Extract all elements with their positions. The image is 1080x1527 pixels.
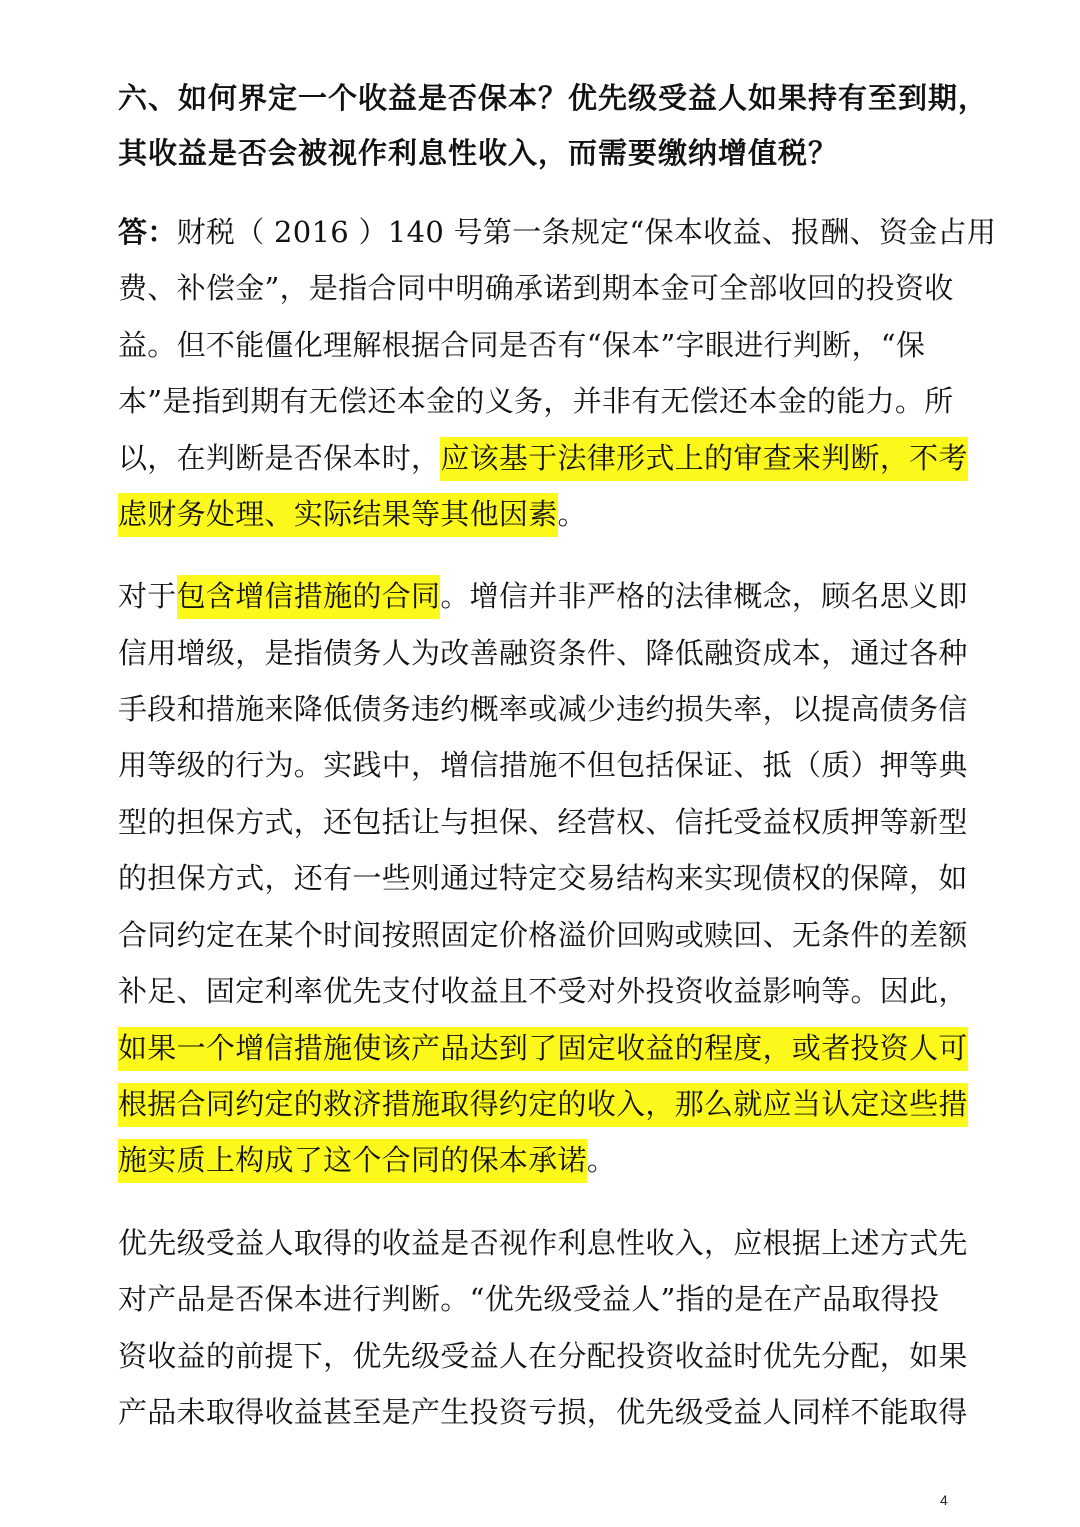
paragraph-2-line-11 xyxy=(118,1140,978,1180)
highlighted-text: 应该基于法律形式上的审查来判断，不考 xyxy=(440,437,967,481)
paragraph-2-line-6: 的担保方式，还有一些则通过特定交易结构来实现债权的保障，如 xyxy=(118,861,968,895)
paragraph-text: 。 xyxy=(586,1143,617,1177)
highlighted-text: 虑财务处理、实际结果等其他因素 xyxy=(118,493,558,537)
highlighted-text: 施实质上构成了这个合同的保本承诺 xyxy=(118,1139,587,1183)
paragraph-2-line-10 xyxy=(118,1084,978,1124)
highlighted-text: 如果一个增信措施使该产品达到了固定收益的程度，或者投资人可 xyxy=(118,1027,968,1071)
highlighted-text: 根据合同约定的救济措施取得约定的收入，那么就应当认定这些措 xyxy=(118,1083,968,1127)
answer-line-6 xyxy=(118,494,978,534)
paragraph-2-line-9 xyxy=(118,1028,978,1068)
answer-line-2: 费、补偿金”，是指合同中明确承诺到期本金可全部收回的投资收 xyxy=(118,271,954,305)
paragraph-2-line-7: 合同约定在某个时间按照固定价格溢价回购或赎回、无条件的差额 xyxy=(118,918,968,952)
paragraph-text: 对于 xyxy=(118,579,177,613)
question-heading-line-1: 六、如何界定一个收益是否保本？优先级受益人如果持有至到期， xyxy=(118,81,989,115)
answer-line-1 xyxy=(118,212,997,252)
paragraph-2-line-3: 手段和措施来降低债务违约概率或减少违约损失率，以提高债务信 xyxy=(118,692,968,726)
question-heading-line-2: 其收益是否会被视作利息性收入，而需要缴纳增值税？ xyxy=(118,136,839,170)
paragraph-3-line-2: 对产品是否保本进行判断。“优先级受益人”指的是在产品取得投 xyxy=(118,1282,940,1316)
answer-text: 财税（ 2016 ）140 号第一条规定“保本收益、报酬、资金占用 xyxy=(176,215,997,249)
paragraph-2-line-5: 型的担保方式，还包括让与担保、经营权、信托受益权质押等新型 xyxy=(118,805,968,839)
answer-text: 。 xyxy=(557,497,587,531)
paragraph-3-line-3: 资收益的前提下，优先级受益人在分配投资收益时优先分配，如果 xyxy=(118,1339,968,1373)
paragraph-text: 。增信并非严格的法律概念，顾名思义即 xyxy=(440,579,968,613)
paragraph-3-line-1: 优先级受益人取得的收益是否视作利息性收入，应根据上述方式先 xyxy=(118,1226,968,1260)
paragraph-2-line-8: 补足、固定利率优先支付收益且不受对外投资收益影响等。因此， xyxy=(118,974,968,1008)
paragraph-2-line-2: 信用增级，是指债务人为改善融资条件、降低融资成本，通过各种 xyxy=(118,636,968,670)
paragraph-2-line-1 xyxy=(118,576,978,616)
page-number: 4 xyxy=(940,1492,948,1508)
answer-label: 答： xyxy=(118,215,177,249)
answer-line-5 xyxy=(118,438,978,478)
answer-text: 以，在判断是否保本时， xyxy=(118,441,441,475)
answer-line-4: 本”是指到期有无偿还本金的义务，并非有无偿还本金的能力。所 xyxy=(118,384,954,418)
paragraph-2-line-4: 用等级的行为。实践中，增信措施不但包括保证、抵（质）押等典 xyxy=(118,748,968,782)
answer-line-3: 益。但不能僵化理解根据合同是否有“保本”字眼进行判断，“保 xyxy=(118,328,926,362)
paragraph-3-line-4: 产品未取得收益甚至是产生投资亏损，优先级受益人同样不能取得 xyxy=(118,1395,968,1429)
highlighted-text: 包含增信措施的合同 xyxy=(177,575,441,619)
